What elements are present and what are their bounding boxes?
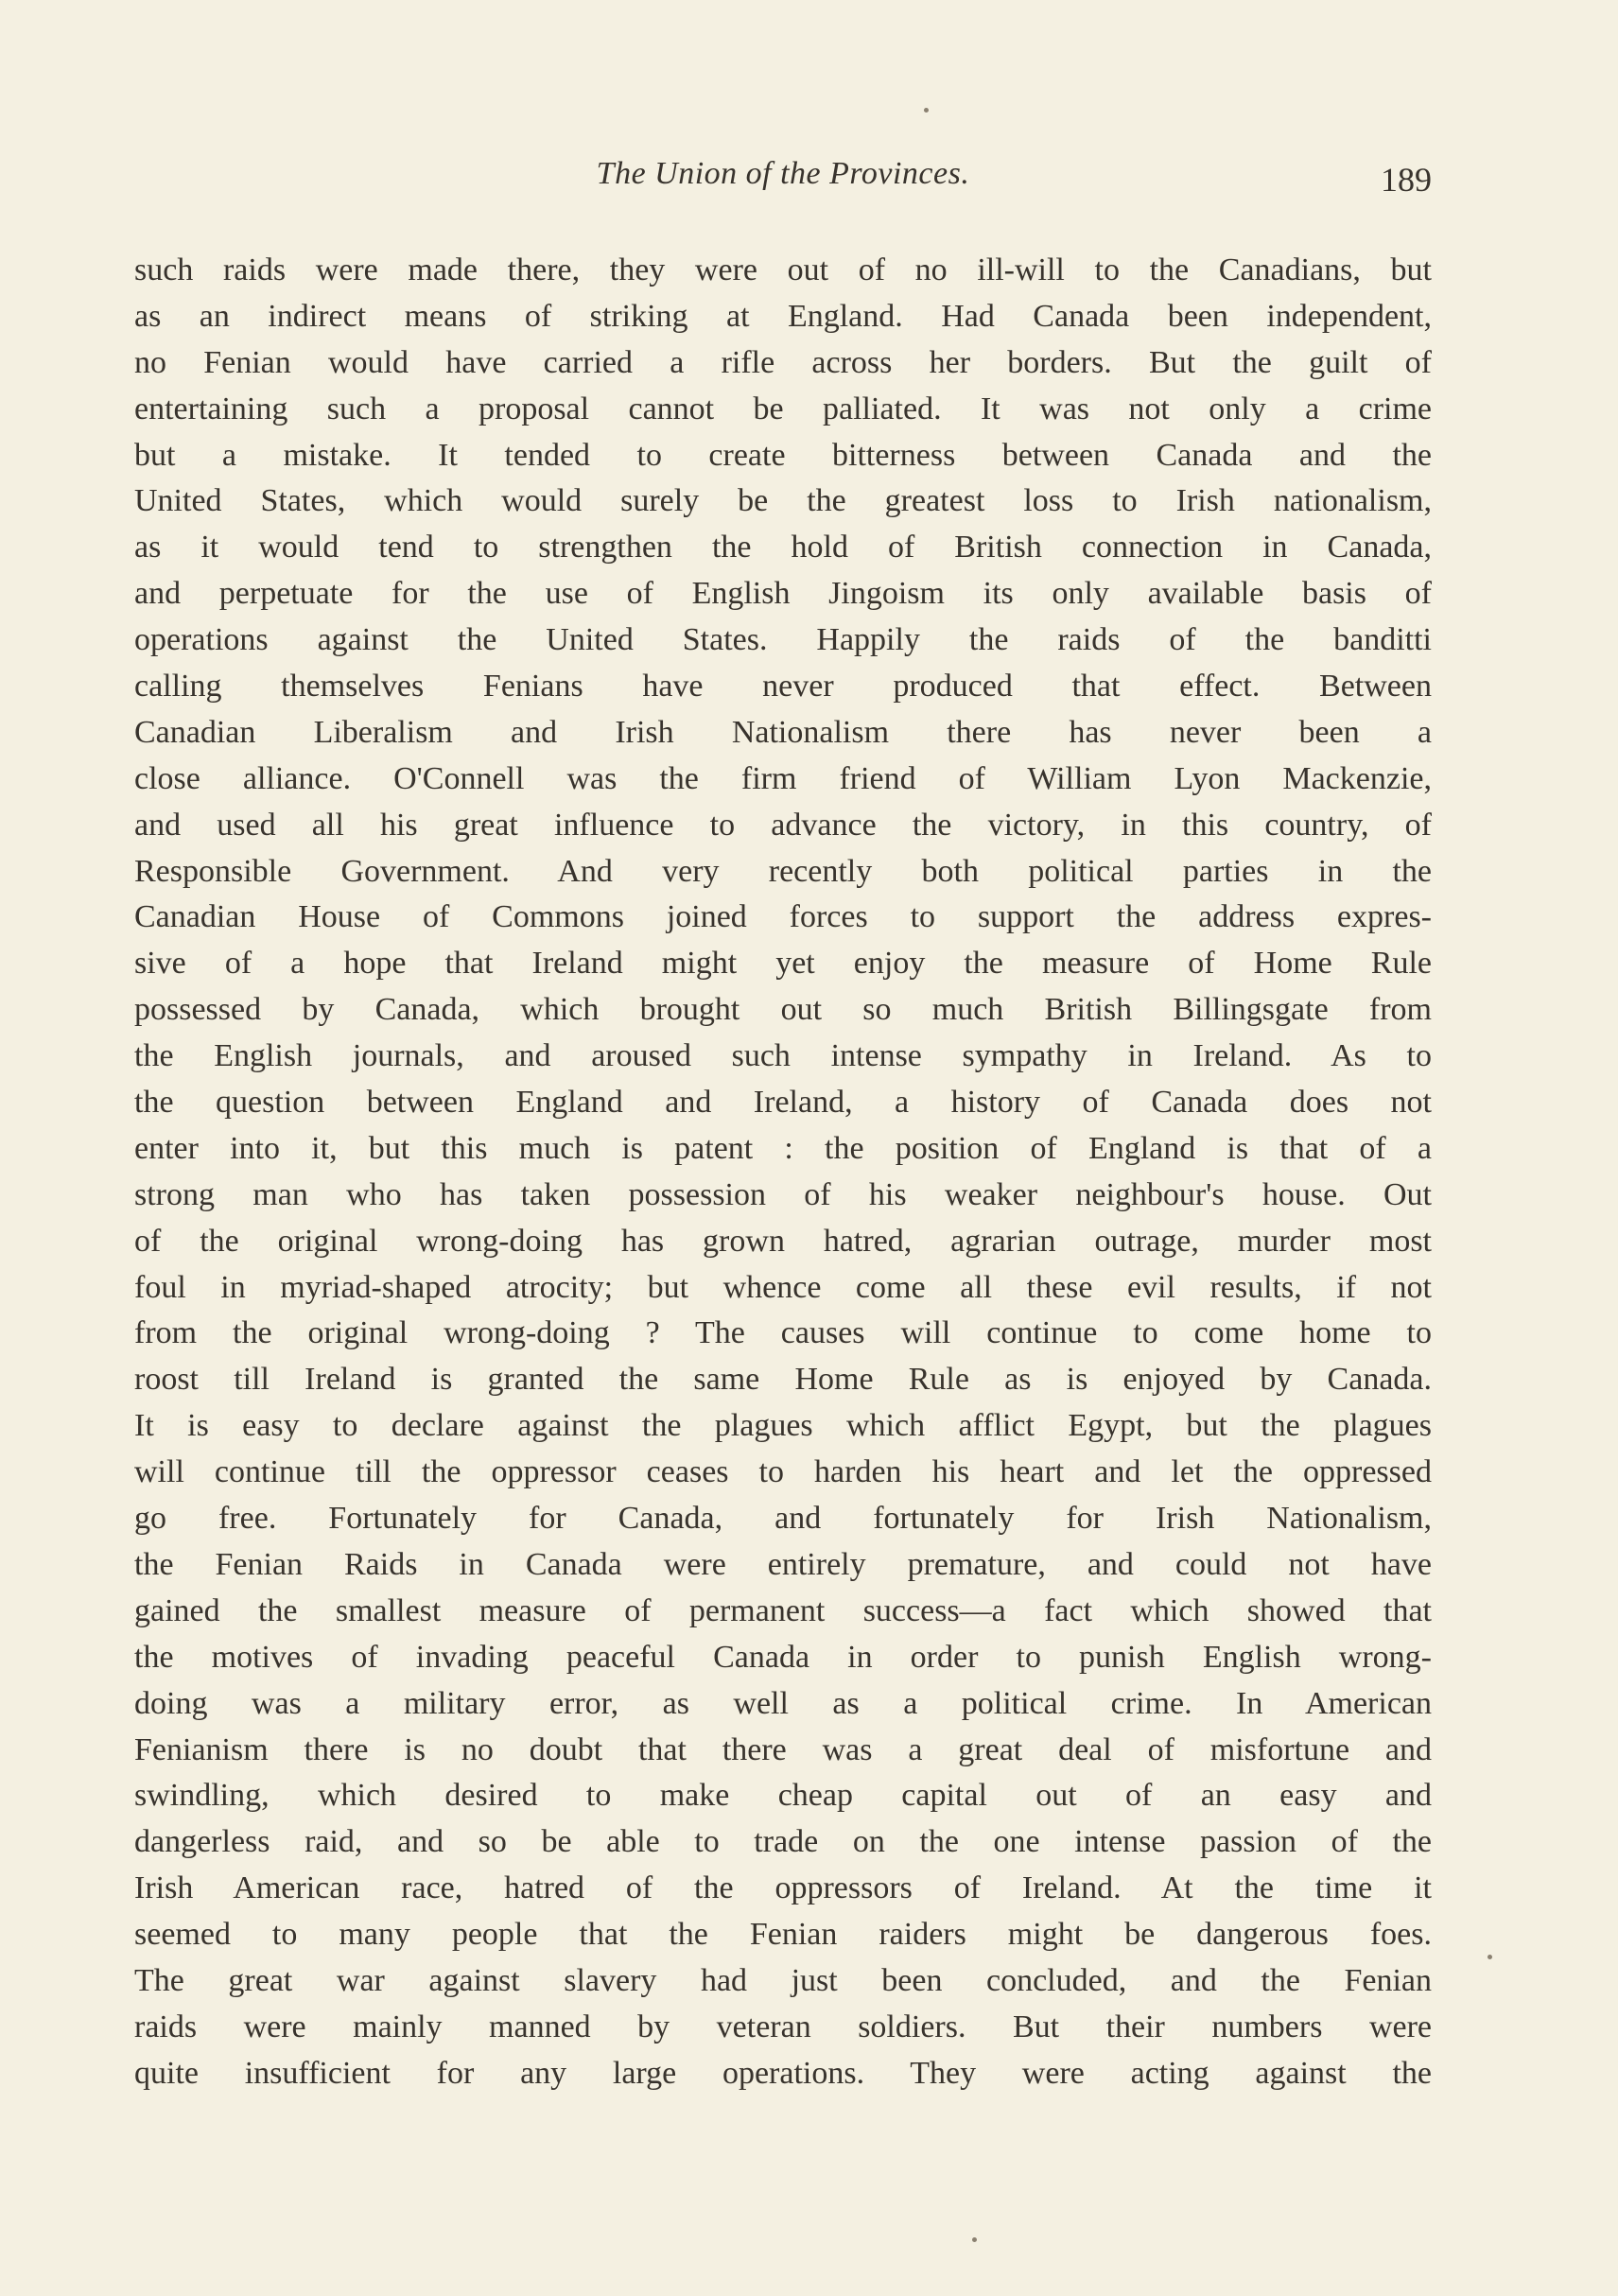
text-line: calling themselves Fenians have never produced that effect. Between [134, 669, 1432, 704]
body-text [134, 248, 1432, 2097]
text-line: quite insufficient for any large operations. They were acting against the [134, 2055, 1432, 2091]
text-line: Canadian Liberalism and Irish Nationalism there has never been a [134, 714, 1432, 750]
text-line: the Fenian Raids in Canada were entirely premature, and could not have [134, 1546, 1432, 1582]
text-line: Canadian House of Commons joined forces to support the address expres- [134, 899, 1432, 935]
text-line: and used all his great influence to advance the victory, in this country, of [134, 807, 1432, 843]
text-line: such raids were made there, they were out of no ill-will to the Canadians, but [134, 252, 1432, 287]
text-line: The great war against slavery had just been concluded, and the Fenian [134, 1962, 1432, 1998]
text-line: the question between England and Ireland, a history of Canada does not [134, 1085, 1432, 1121]
text-line: of the original wrong-doing has grown hatred, agrarian outrage, murder most [134, 1223, 1432, 1259]
text-line: close alliance. O'Connell was the firm friend of William Lyon Mackenzie, [134, 760, 1432, 796]
text-line: swindling, which desired to make cheap capital out of an easy and [134, 1778, 1432, 1814]
text-line: the motives of invading peaceful Canada in order to punish English wrong- [134, 1639, 1432, 1675]
text-line: from the original wrong-doing ? The causes will continue to come home to [134, 1315, 1432, 1351]
text-line: United States, which would surely be the greatest loss to Irish nationalism, [134, 483, 1432, 519]
text-line: go free. Fortunately for Canada, and fortunately for Irish Nationalism, [134, 1501, 1432, 1537]
text-line: dangerless raid, and so be able to trade on the one intense passion of the [134, 1824, 1432, 1860]
text-line: and perpetuate for the use of English Jingoism its only available basis of [134, 576, 1432, 612]
text-line: entertaining such a proposal cannot be palliated. It was not only a crime [134, 391, 1432, 426]
page-number: 189 [1381, 161, 1432, 199]
text-line: Irish American race, hatred of the oppressors of Ireland. At the time it [134, 1870, 1432, 1906]
text-line: no Fenian would have carried a rifle across her borders. But the guilt of [134, 344, 1432, 380]
text-line: doing was a military error, as well as a political crime. In American [134, 1685, 1432, 1721]
scan-speck [924, 108, 929, 113]
text-line: Responsible Government. And very recently both political parties in the [134, 853, 1432, 889]
running-title: The Union of the Provinces. [596, 156, 970, 191]
text-line: but a mistake. It tended to create bitterness between Canada and the [134, 437, 1432, 473]
page-header [134, 156, 1432, 203]
text-line: operations against the United States. Happily the raids of the banditti [134, 622, 1432, 658]
text-line: strong man who has taken possession of his weaker neighbour's house. Out [134, 1176, 1432, 1212]
text-line: as an indirect means of striking at England. Had Canada been independent, [134, 298, 1432, 334]
text-line: foul in myriad-shaped atrocity; but whence come all these evil results, if not [134, 1269, 1432, 1305]
text-line: sive of a hope that Ireland might yet enjoy the measure of Home Rule [134, 946, 1432, 982]
text-line: Fenianism there is no doubt that there was a great deal of misfortune and [134, 1731, 1432, 1767]
text-line: roost till Ireland is granted the same Home Rule as is enjoyed by Canada. [134, 1362, 1432, 1398]
text-line: enter into it, but this much is patent : the position of England is that of a [134, 1130, 1432, 1166]
text-line: raids were mainly manned by veteran soldiers. But their numbers were [134, 2009, 1432, 2044]
text-line: possessed by Canada, which brought out so much British Billingsgate from [134, 992, 1432, 1028]
text-line: will continue till the oppressor ceases to harden his heart and let the oppressed [134, 1454, 1432, 1490]
text-line: It is easy to declare against the plagues which afflict Egypt, but the plagues [134, 1408, 1432, 1444]
scan-speck [972, 2237, 977, 2242]
text-line: as it would tend to strengthen the hold of British connection in Canada, [134, 530, 1432, 565]
scan-speck [1488, 1955, 1492, 1959]
text-line: the English journals, and aroused such intense sympathy in Ireland. As to [134, 1038, 1432, 1074]
text-line: seemed to many people that the Fenian raiders might be dangerous foes. [134, 1917, 1432, 1953]
text-line: gained the smallest measure of permanent success—a fact which showed that [134, 1592, 1432, 1628]
